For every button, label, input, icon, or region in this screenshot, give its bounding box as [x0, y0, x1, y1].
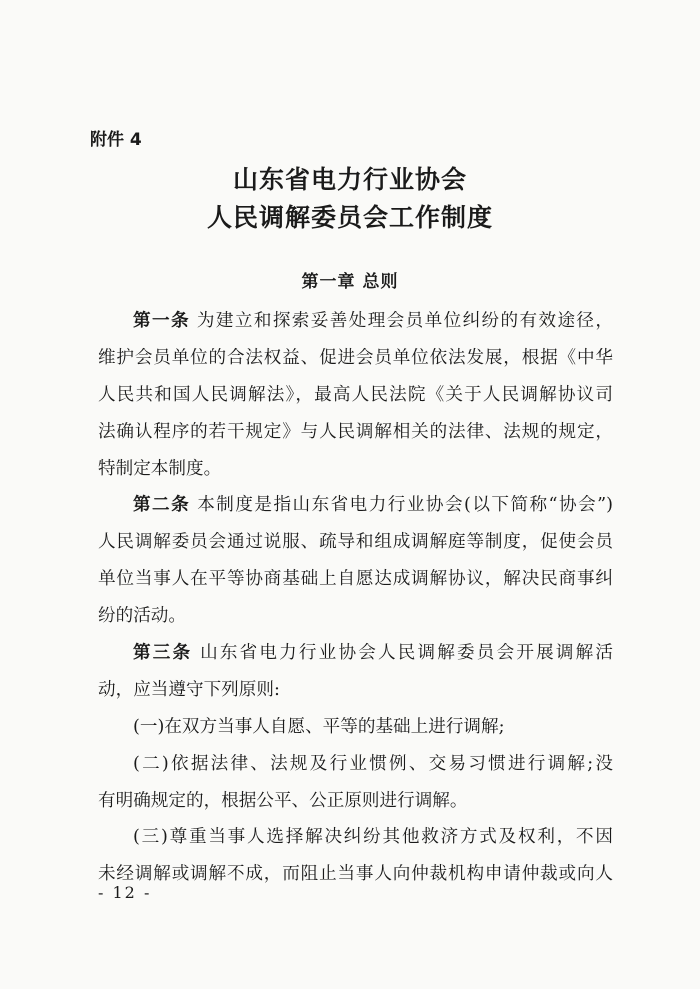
- document-body: [98, 303, 613, 893]
- article-label: 第三条: [133, 643, 193, 664]
- principle-1-line-1: (一)在双方当事人自愿、平等的基础上进行调解;: [133, 716, 505, 737]
- document-title-line-2: 人民调解委员会工作制度: [206, 203, 493, 232]
- document-title-line-1: 山东省电力行业协会: [232, 165, 467, 194]
- article-2-line-4: 纷的活动。: [98, 606, 186, 627]
- article-2-line-3: 单位当事人在平等协商基础上自愿达成调解协议，解决民商事纠: [98, 569, 613, 590]
- article-label: 第二条: [133, 495, 191, 516]
- page-number: - 12 -: [98, 883, 152, 902]
- principle-3-line-1: (三)尊重当事人选择解决纠纷其他救济方式及权利，不因: [133, 827, 613, 848]
- principle-2-line-2: 有明确规定的，根据公平、公正原则进行调解。: [98, 790, 468, 811]
- article-label: 第一条: [133, 311, 190, 331]
- principle-2-line-1: (二)依据法律、法规及行业惯例、交易习惯进行调解;没: [133, 753, 613, 774]
- article-1-line-3: 人民共和国人民调解法》，最高人民法院《关于人民调解协议司: [98, 384, 613, 405]
- article-1-line-5: 特制定本制度。: [98, 458, 222, 479]
- article-text: 山东省电力行业协会人民调解委员会开展调解活: [200, 643, 613, 664]
- article-2-line-2: 人民调解委员会通过说服、疏导和组成调解庭等制度，促使会员: [98, 532, 613, 553]
- article-1-line-1: [98, 303, 613, 340]
- article-2-line-1: [98, 487, 613, 524]
- article-3-line-2: 动，应当遵守下列原则:: [98, 679, 280, 700]
- article-text: 为建立和探索妥善处理会员单位纠纷的有效途径，: [196, 311, 613, 331]
- article-1-line-4: 法确认程序的若干规定》与人民调解相关的法律、法规的规定，: [98, 421, 613, 442]
- attachment-label: 附件 4: [90, 130, 142, 150]
- article-1-line-2: 维护会员单位的合法权益、促进会员单位依法发展，根据《中华: [98, 347, 613, 368]
- article-text: 本制度是指山东省电力行业协会(以下简称“协会”): [197, 495, 613, 516]
- principle-3-line-2: 未经调解或调解不成，而阻止当事人向仲裁机构申请仲裁或向人: [98, 864, 613, 885]
- article-3-line-1: [98, 635, 613, 672]
- chapter-heading: 第一章 总则: [301, 272, 399, 292]
